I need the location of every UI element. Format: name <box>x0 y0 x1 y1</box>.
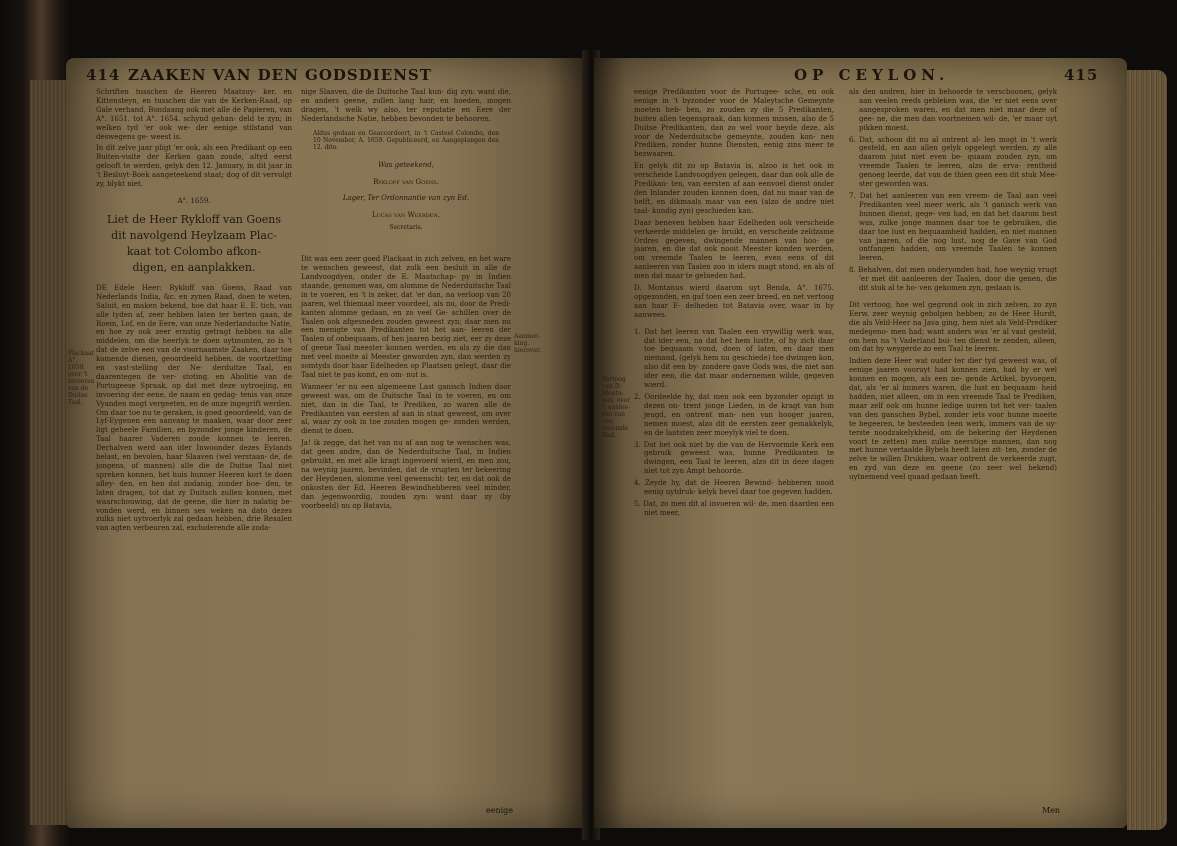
placard-body: DE Edele Heer: Rykloff van Goens, Raad van Nederlands India, &c. en zynen Raad, doen te weten, Saluit, en maken bekend, hoe dat haar E. E. tich, van alle tyden af, zeer hebben laten ter herten gaan, de Roem, Lof, en de Eere, van onze Nederlandsche Natie, en hoe zy ook zeer ernstig getragt hebben na alle middelen, om die heerlyk te doen uytmunten, zo is 't dat de zelve een van de voornaamste Zaaken, daar toe komende dienen, geoordeeld hebben, de voortzetting en vast-stelling der Ne- derduitze Taal, en daarentegen de ver- stoting, en Abolitie van de Portugeese Spraak, op dat met deze uytroejing, en invoering der eene, de naam en gedag- tenis van onze Vyanden mogt vergeeten, en de onze ingegrift werden. Om daar toe nu te geraken, is goed geoordeeld, van de Lyf-Eygenen een aanvang te maaken, waar door zeer ligt geheele Familien, en byzonder jonge kinderen, de Taal haarer Vaderen zoude konnen te leeren. Derhalven werd aan ider Inwoonder dezes Eylands belast, en bevolen, haar Slaaven (wel verstaan- de, de jongens, of mannen) alle die de Duitse Taal niet spreken konnen, het huis hunner Heeren kort te doen afley- den, en hen dat zodanig, zonder hoe- den, te laten dragen, tot dat zy Duitsch zullen konnen, met waarschouwing, dat de geene, die hier in nalatig be- vonden werd, en binnen ses weken na dato dezes zulks niet uytvoerlyk zal gedaan hebben, drie Rexalen van agten verbeuren zal, excluderende alle zoda- <box>96 283 292 533</box>
right-running-head: OP CEYLON. <box>794 66 950 84</box>
commentary-paragraph-2: Wanneer 'er nu een algemeene Last ganisch Indien door geweest was, om de Duitsche Taal in te voeren, en om niet, dan in die Taal, te Prediken, zo waren alle de Predikanten van eersten af aan in staat geweest, om over al, waar zy ook in toe zouden mogen ge- zonden werden, dienst te doen. <box>301 382 511 436</box>
left-running-head: ZAAKEN VAN DEN GODSDIENST <box>128 66 432 84</box>
right-col2-paragraph-2: Indien deze Heer wat ouder ter dier tyd geweest was, of eenige jaaren vooruyt had konnen zien, had hy er wel konnen en mogen, als een ne- gende Artikel, byvoegen, dat, als 'er al immers waren, die lust en bequaam- heid hadden, niet alleen, om in een vreemde Taal te Prediken, maar zelf ook om hunne ledige uuren tot het ver- taalen van den ganschen Bybel, zonder iets voor hunne moeite te begeeren, te besteeden (een werk, immers van de uy- terste noodzakelykheid, om de bekering der Heydenen voort te zetten) men zulke neerstige mannen, dan nog met hunne vertaalde Bybels heeft laten zit- ten, zonder de zelve te willen Drukken, waar ontrent de verkeerde zugt, en zyd van deze en geene (zo zeer wel bekend) uytnemend veel quaad gedaan heeft. <box>849 357 1057 482</box>
right-page <box>594 58 1127 828</box>
col2-top-paragraph: nige Slaaven, die de Duitsche Taal kun- dig zyn: want die, en anders geene, zullen lang hair, en hoeden, mogen dragen, 't welk wy also, ter reputatie en Eere der Nederlandsche Natie, hebben bevonden te behooren. <box>301 88 511 123</box>
argument-item-8: 8. Behalven, dat men onderyonden had, hoe weynig vrugt 'er met dit aanleeren der Taalen, door die genen, die dit stuk al te ho- ven gekomen zyn, gedaan is. <box>849 266 1057 293</box>
right-page-edges <box>1127 70 1167 830</box>
right-column-2 <box>849 88 1057 485</box>
right-col1-paragraph-1: eenige Predikanten voor de Portugee- sche, en ook eenige in 't byzonder voor de Maleytsche Gemeynte moeten heb- ben, zo zouden zy die 5 Predikanten, buiten allen tegenspraak, dan konnen missen, also de 5 Duitse Predikanten, dan zo wel voor beyde deze, als voor de Nederduitsche gemeynte, zouden kon- nen Prediken, zonder hunne Diensten, eenig zins meer te bezwaaren. <box>634 88 834 159</box>
argument-item-3: 3. Dat het ook niet by die van de Hervormde Kerk een gebruik geweest was, hunne Predikanten te dwingen, een Taal te leeren, alzo dit in deze dagen niet tot zyn Ampt behoorde. <box>634 440 834 476</box>
intro-paragraph-1: Schriften tusschen de Heeren Maatsuy- ker, en Kittensteyn, en tusschen die van de Kerken-Raad, op Gale verhand, Bondaang ook met alle de Papieren, van A°. 1651. tot A°. 1654. schynd gehan- deld te zyn; in welken tyd 'er ook we- der eenige stilstand van deswegens ge- weest is. <box>96 88 292 141</box>
col2-date-note: Aldus gedaan en Geaccordeert, in 't Casteel Colombo, den 10 November, A. 1659. Gepubliceerd, en Aangeplangen den 12. dito. <box>313 129 499 151</box>
signature-name: Rykloff van Goens. <box>373 177 439 186</box>
left-page <box>66 58 588 828</box>
left-column-2 <box>301 88 511 514</box>
right-col2-paragraph-1: Dit vertoog, hoe wel gegrond ook in zich zelven, zo zyn Eerw. zeer weynig geholpen hebben; zo de Heer Hurdt, die als Veld-Heer na Java ging, hem niet als Veld-Prediker medegeno- men had; want anders was 'er al vast gesteld, om hem na 't Vaderland bui- ten dienst te zenden, alleen, om dat hy weygerde zo een Taal te leeren. <box>849 300 1057 354</box>
left-catchword: eenige <box>486 806 514 815</box>
right-column-1 <box>634 88 834 521</box>
title-line-3: kaat tot Colombo afkon- <box>126 244 262 258</box>
right-catchword: Men <box>1042 806 1061 815</box>
right-margin-note: Vertoog van D. Monta- nus, over 't aanlee- ren van een vreemde Taal. <box>602 376 631 439</box>
placard-title <box>96 212 292 276</box>
right-page-number: 415 <box>1064 66 1099 84</box>
argument-item-7: 7. Dat het aanleeren van een vreem- de Taal aan veel Predikanten veel meer werk, als 't ganisch werk van hunnen dienst, gege- ven had, en dat het daarom best was, zulke jonge mannen daar toe te gebruiken, die daar toe lust en bequaamheid hadden, en niet mannen van jaaren, of die nog lust, nog de Gave van God ontfangen hadden, om vreemde Taalen te konnen leeren. <box>849 191 1057 263</box>
secretary-title: Secretaris. <box>389 224 423 232</box>
right-col1-paragraph-3: Daar beneven hebben haar Edelheden ook verscheide verkeerde middelen ge- bruikt, en verscheide zeldzame Ordres gegeven, dwingende mannen van hoo- ge jaaren, en die dat ook nooit Meester konden werden, om vreemde Taalen te leeren, even eens of dit aanleeren van Taalen zoo in iders magt stond, en als of men dat maar te gebieden had. <box>634 218 834 281</box>
argument-item-1: 1. Dat het leeren van Taalen een vrywillig werk was, dat ider een, na dat het hem lustte, of hy zich daar toe bequaam vond, doen of laten, en daar men niemand, (gelyk hem nu geschiede) toe dwingen kon, also dit een by- zondere gave Gods was, die niet aan ider een, die dat maar ondernemen wilde, gegeven wierd. <box>634 327 834 390</box>
argument-item-6: 6. Dat, schoon dit nu al ontrent al- len mogt in 't werk gesteld, en aan allen gelyk opgelegt werden, zy alle daarom juist niet even be- quaam zouden zyn, om vreemde Taalen te leeren, alzo de erva- rentheid genoeg leerde, dat van de thien geen een dit stuk Mee- ster geworden was. <box>849 135 1057 189</box>
left-page-number: 414 <box>86 66 121 84</box>
title-line-2: dit navolgend Heylzaam Plac- <box>111 228 277 242</box>
left-page-edges <box>30 80 68 825</box>
left-column-1 <box>96 88 292 536</box>
left-margin-note: Plackaat A°. 1659. over 't invoeren van de Duitse Taal. <box>68 350 95 406</box>
year-heading: A°. 1659. <box>177 196 211 205</box>
commentary-paragraph-1: Dit was een zeer goed Plackaat in zich zelven, en het ware te wenschen geweest, dat zulk een besluit in alle de Landvoogdyen, onder de E. Maatschap- py in Indien staande, genomen was, om alomme de Nederduitsche Taal in te voeren, en 't is zeker, dat 'er dan, na verloop van 20 jaaren, wel thiemaal meer voordeel, als nu, door de Predi- kanten alomme gedaan, en zo veel Ge- schillen over de Taalen ook afgesneden zouden geweest zyn; daar men nu een menigte van Predikanten tot het aan- leeren der Taalen of onbequaam, of hen jaaren bezig ziet, eer zy deze of geene Taal meester konnen werden, en als zy die dan met veel moeite al Meester geworden zyn, dan werden zy somtyds door haar Edelheden op Plaatsen gelegt, daar die Taal niet te pas komt, en om- nut is. <box>301 255 511 379</box>
argument-item-5: 5. Dat, zo men dit al invoeren wil- de, men daarden een niet meer, <box>634 499 834 517</box>
argument-item-2: 2. Oordeelde hy, dat men ook een byzonder opzigt in dezen on- trent jonge Lieden, in de kragt van hun jeugd, en ontrent man- nen van hooger jaaren, nemen moest, alzo dit de eersten zeer gemakkelyk, en de laatsten zeer moeylyk viel te doen. <box>634 393 834 437</box>
commentary-paragraph-3: Ja! ik zegge, dat het van nu af aan nog te wenschen was, dat geen andre, dan de Nederduitsche Taal, in Indien gebruikt, en met alle kragt ingevoerd wierd, en men zou, na weynig jaaren, bevinden, dat de vrugten ter bekeering der Heydenen, alomme veel gewenscht- ter, en dat ook de onkosten der Ed. Heeren Bewindhebberen veel minder, dan jegenwoordig, zouden zyn: want daar zy (by voorbeeld) nu op Batavia, <box>301 439 511 510</box>
secretary-name: Lucas van Weerden, <box>372 211 440 220</box>
intro-paragraph-2: In dit zelve jaar pligt 'er ook, als een Predikant op een Buiten-visite der Kerken gaan zoude, altyd eerst gelooft te werden, gelyk den 12. January, in dit jaar in 't Besluyt-Boek aangeteekend staat; dog of dit vervolgt zy, blykt niet. <box>96 144 292 189</box>
right-col1-paragraph-2: En gelyk dit zo op Batavia is, alzoo is het ook in verscheide Landvoogdyen gelegen, daar dan ook alle de Predikan- ten, van eersten af aan eenvoel dienst onder den Inlander zouden konnen doen, dat nu maar van de helft, en dikmaals maar van een (alzo de andre niet taal- kundig zyn) geschieden kan. <box>634 162 834 215</box>
argument-item-4: 4. Zeyde hy, dat de Heeren Bewind- hebberen nooit eenig uytdruk- kelyk bevel daar toe gegeven hadden. <box>634 479 834 497</box>
signature-label: Was geteekend, <box>378 160 434 169</box>
argument-item-5-cont: als den andren, hier in behoorde te verschoonen, gelyk aan veelen reeds gebleken was, die 'er niet eens over aangesproken waren, en dat men niet maar deze of gee- ne, die men dan voortnemen wil- de, 'er maar uyt pikken moest. <box>849 88 1057 132</box>
right-col1-paragraph-4: D. Montanus wierd daarom uyt Benda, A°. 1675. opgezonden, en gaf toen een zeer breed, en net vertoog aan haar E- delheden tot Batavia over, waar in hy aanwees. <box>634 284 834 319</box>
signature-order: Lager, Ter Ordonnantie van zyn Ed. <box>342 194 470 203</box>
title-line-1: Liet de Heer Rykloff van Goens <box>106 212 282 226</box>
title-line-4: digen, en aanplakken. <box>132 260 256 274</box>
left-margin-note-2: Aanmer- king. hierover. <box>514 333 541 354</box>
